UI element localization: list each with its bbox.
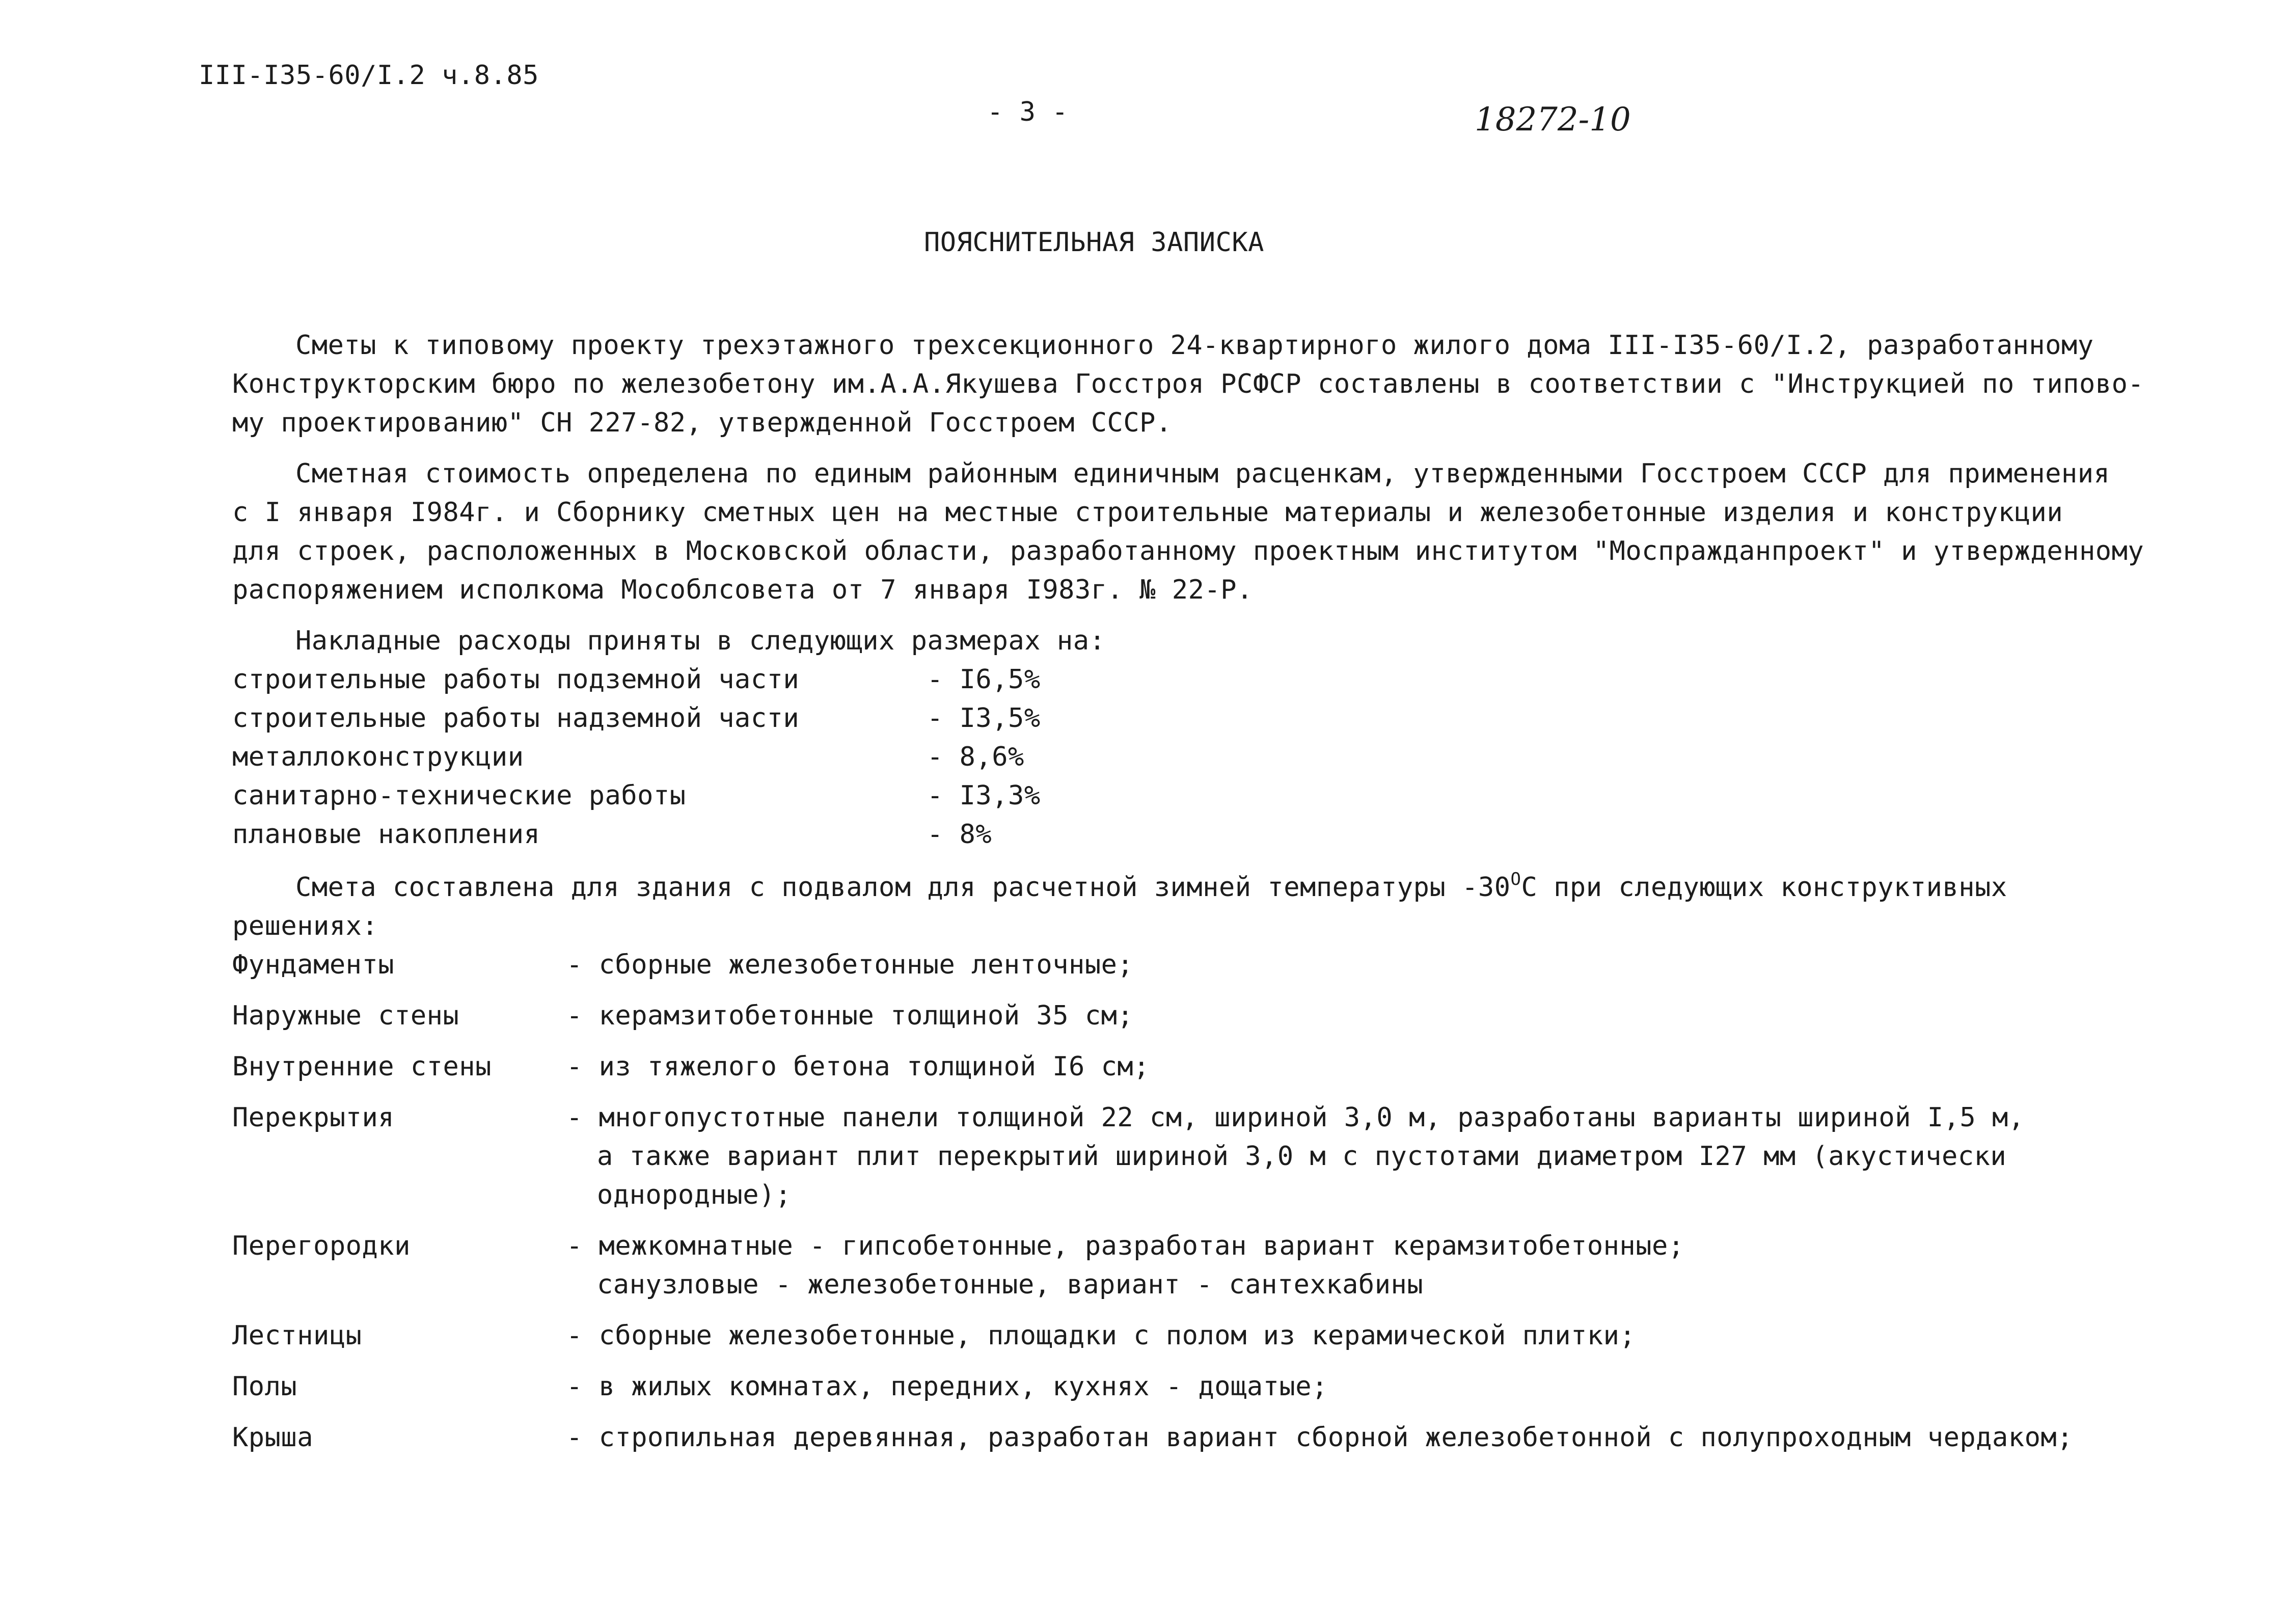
spec-text: санузловые - железобетонные, вариант - сантехкабины bbox=[597, 1269, 1424, 1300]
overhead-item-name: санитарно-технические работы bbox=[232, 780, 686, 811]
spec-label-partitions: Перегородки bbox=[232, 1231, 411, 1261]
paragraph-1-line: му проектированию" СН 227-82, утвержденной Госстроем СССР. bbox=[232, 408, 1172, 438]
spec-text: - сборные железобетонные ленточные; bbox=[566, 950, 1134, 980]
overhead-item-name: плановые накопления bbox=[232, 819, 540, 850]
document-code: III-I35-60/I.2 ч.8.85 bbox=[199, 60, 539, 91]
spec-label-floors: Полы bbox=[232, 1371, 297, 1402]
page-number: - 3 - bbox=[987, 97, 1069, 127]
overhead-item-value: - I3,3% bbox=[927, 780, 1041, 811]
paragraph-2-line: с I января I984г. и Сборнику сметных цен на местные строительные материалы и железобетонные изделия и конструкции bbox=[232, 497, 2063, 528]
handwritten-number: 18272-10 bbox=[1475, 101, 1631, 139]
spec-label-stairs: Лестницы bbox=[232, 1320, 362, 1351]
overhead-item-name: строительные работы подземной части bbox=[232, 664, 800, 695]
spec-text: - стропильная деревянная, разработан вариант сборной железобетонной с полупроходным чердаком; bbox=[566, 1422, 2074, 1453]
paragraph-3-text: C при следующих конструктивных bbox=[1521, 872, 2007, 903]
overhead-item-value: - I3,5% bbox=[927, 703, 1041, 734]
spec-label-floors-slabs: Перекрытия bbox=[232, 1102, 395, 1133]
spec-text: - сборные железобетонные, площадки с полом из керамической плитки; bbox=[566, 1320, 1636, 1351]
spec-label-foundations: Фундаменты bbox=[232, 950, 395, 980]
overhead-item-value: - 8% bbox=[927, 819, 992, 850]
degree-sign: O bbox=[1510, 869, 1521, 889]
spec-label-outer-walls: Наружные стены bbox=[232, 1000, 459, 1031]
spec-text: однородные); bbox=[597, 1180, 792, 1210]
overhead-item-value: - 8,6% bbox=[927, 742, 1024, 772]
paragraph-2-line: Сметная стоимость определена по единым районным единичным расценкам, утвержденными Госстроем СССР для применения bbox=[295, 458, 2110, 489]
spec-text: - многопустотные панели толщиной 22 см, шириной 3,0 м, разработаны варианты шириной I,5 м, bbox=[566, 1102, 2025, 1133]
paragraph-2-line: распоряжением исполкома Мособлсовета от 7 января I983г. № 22-Р. bbox=[232, 575, 1253, 605]
spec-text: - в жилых комнатах, передних, кухнях - дощатые; bbox=[566, 1371, 1328, 1402]
overhead-item-value: - I6,5% bbox=[927, 664, 1041, 695]
paragraph-3-text: Смета составлена для здания с подвалом для расчетной зимней температуры -30 bbox=[295, 872, 1511, 903]
overhead-item-name: строительные работы надземной части bbox=[232, 703, 800, 734]
paragraph-1-line: Конструкторским бюро по железобетону им.А.А.Якушева Госстроя РСФСР составлены в соответствии с "Инструкцией по типово- bbox=[232, 369, 2144, 399]
paragraph-2-line: для строек, расположенных в Московской области, разработанному проектным институтом "Моспражданпроект" и утвержденному bbox=[232, 536, 2144, 566]
spec-label-roof: Крыша bbox=[232, 1422, 314, 1453]
spec-text: а также вариант плит перекрытий шириной 3,0 м с пустотами диаметром I27 мм (акустически bbox=[597, 1141, 2007, 1172]
paragraph-3-line bbox=[295, 869, 2007, 903]
spec-text: - керамзитобетонные толщиной 35 см; bbox=[566, 1000, 1134, 1031]
paragraph-3-line: решениях: bbox=[232, 911, 378, 941]
page-title: ПОЯСНИТЕЛЬНАЯ ЗАПИСКА bbox=[924, 227, 1264, 258]
spec-text: - из тяжелого бетона толщиной I6 см; bbox=[566, 1051, 1150, 1082]
overhead-intro: Накладные расходы приняты в следующих размерах на: bbox=[295, 626, 1106, 656]
overhead-item-name: металлоконструкции bbox=[232, 742, 524, 772]
spec-text: - межкомнатные - гипсобетонные, разработан вариант керамзитобетонные; bbox=[566, 1231, 1684, 1261]
paragraph-1-line: Сметы к типовому проекту трехэтажного трехсекционного 24-квартирного жилого дома III-I35-60/I.2, разработанному bbox=[295, 330, 2094, 361]
spec-label-inner-walls: Внутренние стены bbox=[232, 1051, 492, 1082]
